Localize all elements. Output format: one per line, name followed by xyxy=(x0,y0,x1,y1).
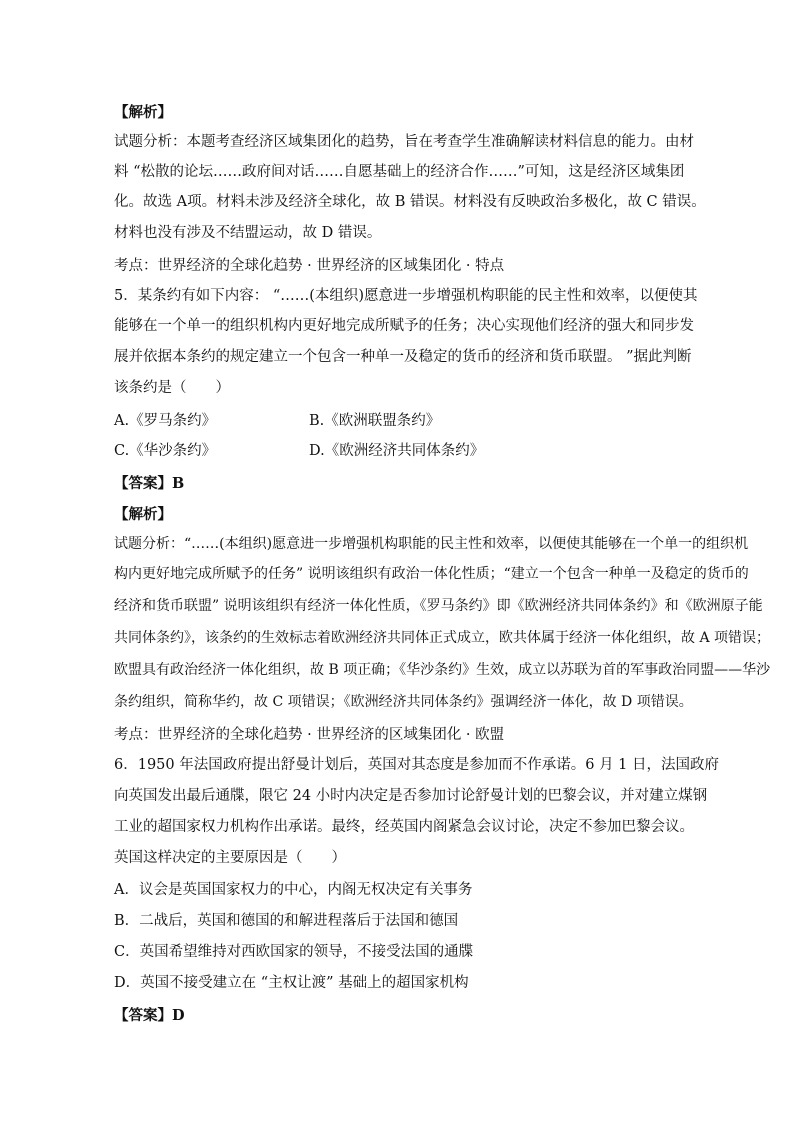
analysis-line: 经济和货币联盟” 说明该组织有经济一体化性质，《罗马条约》即《欧洲经济共同体条约》和《欧洲原子能 xyxy=(114,598,763,614)
analysis-line: 共同体条约》，该条约的生效标志着欧洲经济共同体正式成立，欧共体属于经济一体化组织，故 A 项错误； xyxy=(114,630,771,646)
option-b: B.《欧洲联盟条约》 xyxy=(309,413,441,429)
option-a: A.《罗马条约》 xyxy=(114,413,217,429)
answer-line: 【答案】B xyxy=(114,475,185,492)
analysis-line: 欧盟具有政治经济一体化组织，故 B 项正确；《华沙条约》生效，成立以苏联为首的军事政治同盟——华沙 xyxy=(114,662,771,678)
analysis-heading: 【解析】 xyxy=(114,104,172,121)
option-c: C．英国希望维持对西欧国家的领导，不接受法国的通牒 xyxy=(114,944,474,960)
analysis-line: 料 “松散的论坛……政府间对话……自愿基础上的经济合作……”可知，这是经济区域集团 xyxy=(114,164,685,180)
question-stem-line: 6．1950 年法国政府提出舒曼计划后，英国对其态度是参加而不作承诺。6 月 1 日，法国政府 xyxy=(114,757,720,773)
analysis-line: 试题分析：“……(本组织)愿意进一步增强机构职能的民主性和效率，以便使其能够在一个单一的组织机 xyxy=(114,536,749,552)
kaodian-line: 考点：世界经济的全球化趋势 · 世界经济的区域集团化 · 特点 xyxy=(114,258,505,274)
question-stem-line: 5．某条约有如下内容： “……(本组织)愿意进一步增强机构职能的民主性和效率，以便使其 xyxy=(114,288,698,304)
analysis-line: 试题分析：本题考查经济区域集团化的趋势，旨在考查学生准确解读材料信息的能力。由材 xyxy=(114,134,694,150)
analysis-line: 材料也没有涉及不结盟运动，故 D 错误。 xyxy=(114,225,382,241)
analysis-line: 化。故选 A项。材料未涉及经济全球化，故 B 错误。材料没有反映政治多极化，故 C 错误。 xyxy=(114,194,706,210)
question-stem-line: 能够在一个单一的组织机构内更好地完成所赋予的任务；决心实现他们经济的强大和同步发 xyxy=(114,318,694,334)
option-d: D．英国不接受建立在 “主权让渡” 基础上的超国家机构 xyxy=(114,975,469,991)
option-d: D.《欧洲经济共同体条约》 xyxy=(309,443,485,459)
option-b: B．二战后，英国和德国的和解进程落后于法国和德国 xyxy=(114,913,459,929)
option-a: A．议会是英国国家权力的中心，内阁无权决定有关事务 xyxy=(114,882,473,898)
answer-line: 【答案】D xyxy=(114,1007,185,1024)
analysis-line: 条约组织，简称华约，故 C 项错误；《欧洲经济共同体条约》强调经济一体化，故 D 项错误。 xyxy=(114,694,693,710)
question-stem-line: 向英国发出最后通牒，限它 24 小时内决定是否参加讨论舒曼计划的巴黎会议，并对建立煤钢 xyxy=(114,788,708,804)
question-stem-line: 工业的超国家权力机构作出承诺。最终，经英国内阁紧急会议讨论，决定不参加巴黎会议。 xyxy=(114,819,694,835)
question-stem-line: 展并依据本条约的规定建立一个包含一种单一及稳定的货币的经济和货币联盟。 ”据此判断 xyxy=(114,349,692,365)
question-stem-line: 该条约是（ ） xyxy=(114,380,230,396)
analysis-heading: 【解析】 xyxy=(114,506,172,523)
analysis-line: 构内更好地完成所赋予的任务” 说明该组织有政治一体化性质；“建立一个包含一种单一及稳定的货币的 xyxy=(114,566,749,582)
option-c: C.《华沙条约》 xyxy=(114,443,217,459)
kaodian-line: 考点：世界经济的全球化趋势 · 世界经济的区域集团化 · 欧盟 xyxy=(114,727,505,743)
question-stem-line: 英国这样决定的主要原因是（ ） xyxy=(114,850,346,866)
